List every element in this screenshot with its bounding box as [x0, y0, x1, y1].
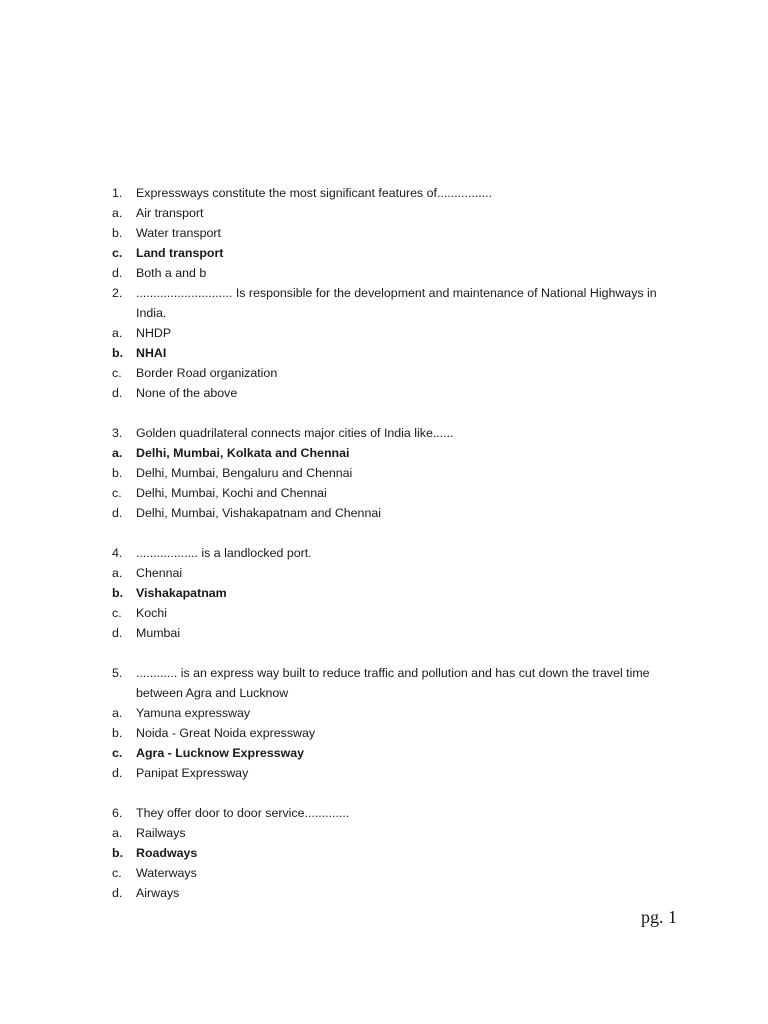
- option-1d: [112, 263, 692, 283]
- option-2b-answer: [112, 343, 692, 363]
- option-5b: [112, 723, 692, 743]
- option-5c-answer: [112, 743, 692, 763]
- option-text: Waterways: [136, 866, 197, 880]
- option-4c: [112, 603, 692, 623]
- option-marker: b.: [112, 726, 123, 740]
- question-5: [112, 663, 692, 703]
- option-text: Chennai: [136, 566, 183, 580]
- spacer: [112, 783, 692, 803]
- option-text: Kochi: [136, 606, 167, 620]
- option-text: Border Road organization: [136, 366, 278, 380]
- option-2d: [112, 383, 692, 403]
- option-text: Agra - Lucknow Expressway: [136, 746, 305, 760]
- question-6: [112, 803, 692, 823]
- question-3: [112, 423, 692, 443]
- option-marker: d.: [112, 766, 123, 780]
- option-6c: [112, 863, 692, 883]
- option-marker: a.: [112, 566, 123, 580]
- option-1a: [112, 203, 692, 223]
- option-marker: c.: [112, 606, 122, 620]
- option-marker: a.: [112, 826, 123, 840]
- option-1b: [112, 223, 692, 243]
- option-marker: d.: [112, 886, 123, 900]
- question-text: Expressways constitute the most significant features of................: [136, 186, 493, 200]
- option-marker: b.: [112, 226, 123, 240]
- question-list: [112, 183, 692, 903]
- option-marker: c.: [112, 366, 122, 380]
- option-text: Air transport: [136, 206, 204, 220]
- option-marker: d.: [112, 266, 123, 280]
- question-number: 1.: [112, 186, 123, 200]
- question-text: .................. is a landlocked port.: [136, 546, 312, 560]
- option-3a-answer: [112, 443, 692, 463]
- option-6b-answer: [112, 843, 692, 863]
- option-3d: [112, 503, 692, 523]
- option-text: Vishakapatnam: [136, 586, 227, 600]
- option-2c: [112, 363, 692, 383]
- option-marker: c.: [112, 246, 123, 260]
- option-marker: b.: [112, 346, 124, 360]
- option-text: Delhi, Mumbai, Bengaluru and Chennai: [136, 466, 353, 480]
- option-5d: [112, 763, 692, 783]
- question-text: Golden quadrilateral connects major cities of India like......: [136, 426, 454, 440]
- option-6d: [112, 883, 692, 903]
- option-marker: b.: [112, 846, 124, 860]
- option-marker: c.: [112, 486, 122, 500]
- option-2a: [112, 323, 692, 343]
- option-marker: d.: [112, 626, 123, 640]
- option-text: Yamuna expressway: [136, 706, 251, 720]
- question-4: [112, 543, 692, 563]
- option-4b-answer: [112, 583, 692, 603]
- question-number: 3.: [112, 426, 123, 440]
- option-5a: [112, 703, 692, 723]
- spacer: [112, 523, 692, 543]
- question-number: 6.: [112, 806, 123, 820]
- option-text: Roadways: [136, 846, 198, 860]
- option-1c-answer: [112, 243, 692, 263]
- option-text: Both a and b: [136, 266, 207, 280]
- option-marker: d.: [112, 386, 123, 400]
- option-text: Noida - Great Noida expressway: [136, 726, 316, 740]
- option-marker: a.: [112, 326, 123, 340]
- option-marker: a.: [112, 446, 123, 460]
- option-marker: d.: [112, 506, 123, 520]
- option-text: NHDP: [136, 326, 172, 340]
- page-number: pg. 1: [641, 907, 677, 927]
- option-marker: a.: [112, 206, 123, 220]
- option-text: Land transport: [136, 246, 224, 260]
- option-text: Delhi, Mumbai, Kolkata and Chennai: [136, 446, 350, 460]
- question-text: ............................ Is responsible for the development and maintenance of National Highways in India.: [136, 286, 657, 320]
- option-6a: [112, 823, 692, 843]
- option-marker: b.: [112, 466, 123, 480]
- option-text: Mumbai: [136, 626, 181, 640]
- question-text: They offer door to door service.............: [136, 806, 350, 820]
- question-number: 2.: [112, 286, 123, 300]
- option-4d: [112, 623, 692, 643]
- question-number: 4.: [112, 546, 123, 560]
- option-text: Airways: [136, 886, 180, 900]
- question-2: [112, 283, 692, 323]
- spacer: [112, 643, 692, 663]
- question-text: ............ is an express way built to reduce traffic and pollution and has cut down the travel time between Agra and Lucknow: [136, 666, 650, 700]
- option-3b: [112, 463, 692, 483]
- option-marker: b.: [112, 586, 124, 600]
- question-1: [112, 183, 692, 203]
- option-text: Delhi, Mumbai, Vishakapatnam and Chennai: [136, 506, 381, 520]
- option-marker: c.: [112, 866, 122, 880]
- option-marker: a.: [112, 706, 123, 720]
- option-3c: [112, 483, 692, 503]
- option-text: None of the above: [136, 386, 238, 400]
- option-text: Railways: [136, 826, 186, 840]
- option-text: Panipat Expressway: [136, 766, 249, 780]
- question-number: 5.: [112, 666, 123, 680]
- spacer: [112, 403, 692, 423]
- option-text: Water transport: [136, 226, 221, 240]
- option-4a: [112, 563, 692, 583]
- option-text: Delhi, Mumbai, Kochi and Chennai: [136, 486, 327, 500]
- option-marker: c.: [112, 746, 123, 760]
- option-text: NHAI: [136, 346, 167, 360]
